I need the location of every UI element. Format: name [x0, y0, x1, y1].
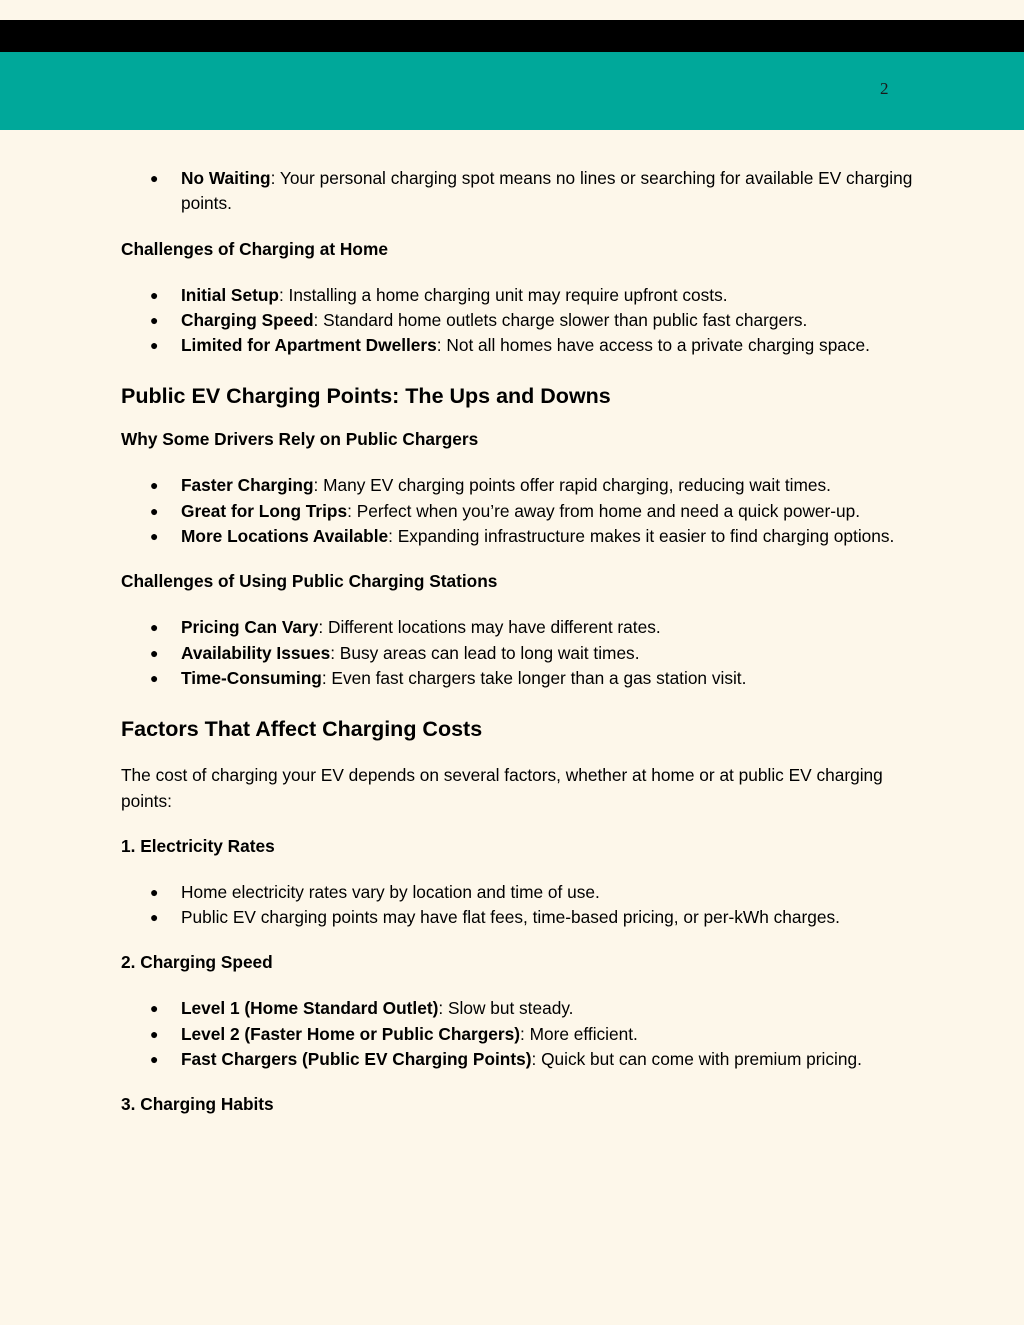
list-item-text: : Your personal charging spot means no lines or searching for available EV charging points.: [181, 168, 913, 214]
subheading: 3. Charging Habits: [121, 1094, 274, 1115]
header-black-band: [0, 20, 1024, 52]
bullet-list: [121, 166, 921, 217]
header-teal-band: [0, 52, 1024, 130]
list-item: [121, 473, 921, 498]
list-item-term: Faster Charging: [181, 475, 314, 496]
top-margin: [0, 0, 1024, 20]
list-item-text: : Not all homes have access to a private charging space.: [436, 335, 870, 356]
subheading: 1. Electricity Rates: [121, 835, 275, 856]
list-item: [121, 524, 921, 549]
list-item: [121, 166, 921, 217]
subheading: Challenges of Using Public Charging Stations: [121, 571, 498, 592]
list-item-text: Home electricity rates vary by location and time of use.: [181, 881, 600, 902]
list-item-term: Level 2 (Faster Home or Public Chargers): [181, 1023, 521, 1044]
bullet-list: [121, 996, 921, 1072]
list-item-term: Fast Chargers (Public EV Charging Points): [181, 1049, 532, 1070]
list-item: [121, 1047, 921, 1072]
section-heading: Public EV Charging Points: The Ups and Downs: [121, 384, 611, 409]
list-item-term: Availability Issues: [181, 642, 331, 663]
list-item-term: No Waiting: [181, 168, 271, 188]
list-item: [121, 283, 921, 308]
list-item: [121, 666, 921, 691]
list-item-term: Initial Setup: [181, 284, 279, 305]
list-item-text: Public EV charging points may have flat fees, time-based pricing, or per-kWh charges.: [181, 907, 840, 928]
bullet-list: [121, 283, 921, 359]
subheading: 2. Charging Speed: [121, 952, 273, 973]
list-item-term: Charging Speed: [181, 309, 314, 330]
list-item-term: Great for Long Trips: [181, 500, 348, 521]
list-item-term: Pricing Can Vary: [181, 617, 319, 638]
list-item: [121, 880, 921, 905]
list-item-text: : Perfect when you’re away from home and need a quick power-up.: [347, 500, 861, 521]
list-item-term: Level 1 (Home Standard Outlet): [181, 998, 439, 1019]
list-item: [121, 1022, 921, 1047]
list-item-term: More Locations Available: [181, 526, 389, 547]
list-item-text: : Even fast chargers take longer than a gas station visit.: [321, 667, 747, 688]
list-item-text: : Busy areas can lead to long wait times.: [330, 642, 640, 663]
list-item: [121, 333, 921, 358]
list-item-text: : Different locations may have different rates.: [318, 617, 661, 638]
list-item: [121, 641, 921, 666]
list-item-text: : Many EV charging points offer rapid charging, reducing wait times.: [313, 475, 831, 496]
list-item-text: : Standard home outlets charge slower than public fast chargers.: [313, 309, 808, 330]
list-item: [121, 996, 921, 1021]
list-item-text: : Quick but can come with premium pricing.: [531, 1049, 862, 1070]
list-item: [121, 615, 921, 640]
bullet-list: [121, 880, 921, 931]
list-item: [121, 905, 921, 930]
subheading: Why Some Drivers Rely on Public Chargers: [121, 429, 479, 450]
document-body: [121, 166, 921, 1117]
section-heading: Factors That Affect Charging Costs: [121, 717, 483, 742]
page-number: 2: [880, 79, 889, 98]
list-item-text: : Slow but steady.: [438, 998, 574, 1019]
list-item-text: : Installing a home charging unit may require upfront costs.: [278, 284, 728, 305]
subheading: Challenges of Charging at Home: [121, 238, 388, 259]
list-item-text: : More efficient.: [520, 1023, 638, 1044]
list-item-term: Limited for Apartment Dwellers: [181, 335, 437, 356]
list-item-term: Time-Consuming: [181, 667, 322, 688]
bullet-list: [121, 473, 921, 549]
paragraph: The cost of charging your EV depends on several factors, whether at home or at public EV charging points:: [121, 765, 883, 811]
bullet-list: [121, 615, 921, 691]
list-item: [121, 308, 921, 333]
list-item: [121, 499, 921, 524]
list-item-text: : Expanding infrastructure makes it easier to find charging options.: [388, 526, 895, 547]
